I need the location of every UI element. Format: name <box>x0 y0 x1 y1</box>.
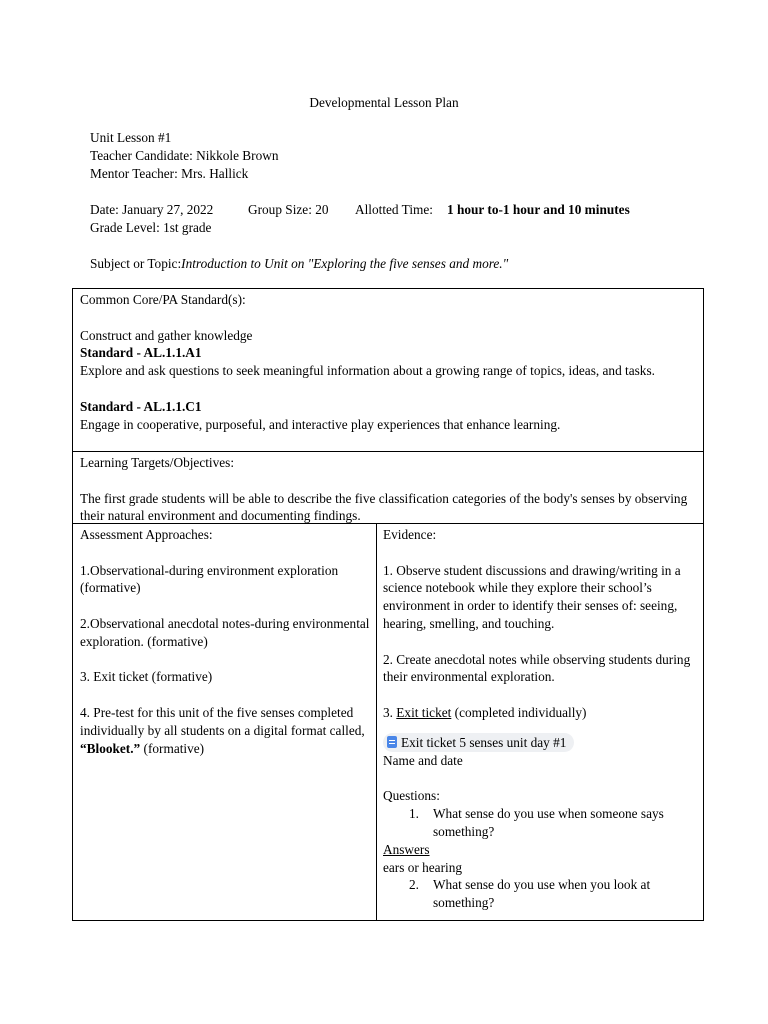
objectives-cell <box>80 454 698 523</box>
subject-line <box>90 255 508 272</box>
grade-level: Grade Level: 1st grade <box>90 220 212 235</box>
name-and-date: Name and date <box>383 752 463 768</box>
objectives-text: The first grade students will be able to describe the five classification categories of the body's senses by observing their natural environment and documenting findings. <box>80 490 688 523</box>
standards-intro: Construct and gather knowledge <box>80 327 253 343</box>
assessment-cell <box>80 526 370 757</box>
assessment-item-3: 3. Exit ticket (formative) <box>80 669 213 685</box>
question-1-number: 1. <box>409 806 419 822</box>
unit-lesson: Unit Lesson #1 <box>90 130 172 145</box>
assessment-item-1: 1.Observational-during environment exploration (formative) <box>80 562 339 596</box>
question-1-text: What sense do you use when someone says something? <box>433 806 664 839</box>
evidence-item-1: 1. Observe student discussions and drawing/writing in a science notebook while they explore their school’s environment in order to identify their senses of: seeing, hearing, smelling, and touching. <box>383 562 681 631</box>
evidence-item-3-number: 3. <box>383 704 397 720</box>
document-title: Developmental Lesson Plan <box>309 95 459 110</box>
evidence-item-2: 2. Create anecdotal notes while observing students during their environmental exploration. <box>383 651 691 685</box>
evidence-heading: Evidence: <box>383 527 437 542</box>
assessment-item-2: 2.Observational anecdotal notes-during environmental exploration. (formative) <box>80 615 370 649</box>
subject-label: Subject or Topic: <box>90 256 182 271</box>
lesson-date: Date: January 27, 2022 <box>90 202 214 217</box>
answer-1: ears or hearing <box>383 859 463 875</box>
standards-cell <box>80 291 698 451</box>
row-divider-2 <box>72 523 704 524</box>
exit-ticket-link[interactable]: Exit ticket <box>396 704 452 720</box>
objectives-heading: Learning Targets/Objectives: <box>80 455 235 470</box>
evidence-item-3 <box>383 704 699 722</box>
question-2 <box>383 876 699 912</box>
exit-ticket-doc-chip[interactable] <box>383 733 574 752</box>
assessment-heading: Assessment Approaches: <box>80 527 213 542</box>
question-2-text: What sense do you use when you look at something? <box>433 877 651 911</box>
standard-1-code: Standard - AL.1.1.A1 <box>80 345 202 361</box>
table-border-bottom <box>72 920 704 921</box>
allotted-time-value: 1 hour to-1 hour and 10 minutes <box>447 202 630 217</box>
standard-1-text: Explore and ask questions to seek meaningful information about a growing range of topics, ideas, and tasks. <box>80 363 655 379</box>
questions-list <box>383 805 699 841</box>
standard-2-text: Engage in cooperative, purposeful, and interactive play experiences that enhance learning. <box>80 416 561 432</box>
document-icon <box>387 736 397 748</box>
assessment-item-4-tag: (formative) <box>140 740 205 756</box>
teacher-candidate: Teacher Candidate: Nikkole Brown <box>90 148 279 163</box>
allotted-time-label: Allotted Time: <box>355 202 433 217</box>
mentor-teacher: Mentor Teacher: Mrs. Hallick <box>90 166 249 181</box>
standards-heading: Common Core/PA Standard(s): <box>80 292 246 307</box>
question-2-number: 2. <box>409 877 419 893</box>
evidence-item-3-note: (completed individually) <box>451 704 587 720</box>
questions-label: Questions: <box>383 788 440 804</box>
table-border-left <box>72 288 73 921</box>
lesson-plan-table <box>72 288 704 921</box>
assessment-item-4-text: 4. Pre-test for this unit of the five senses completed individually by all students on a digital format called, <box>80 704 365 738</box>
exit-ticket-chip-label: Exit ticket 5 senses unit day #1 <box>401 734 567 750</box>
group-size: Group Size: 20 <box>248 202 329 217</box>
question-1 <box>383 805 699 841</box>
table-border-right <box>703 288 704 921</box>
subject-value: Introduction to Unit on "Exploring the five senses and more." <box>181 256 509 271</box>
blooket-name: “Blooket.” <box>80 740 141 756</box>
assessment-item-4 <box>80 704 370 757</box>
answers-label: Answers <box>383 841 430 857</box>
column-divider <box>376 523 377 921</box>
table-border-top <box>72 288 704 289</box>
evidence-cell <box>383 526 699 912</box>
row-divider-1 <box>72 451 704 452</box>
questions-list-cont <box>383 876 699 912</box>
standard-2-code: Standard - AL.1.1.C1 <box>80 398 202 414</box>
